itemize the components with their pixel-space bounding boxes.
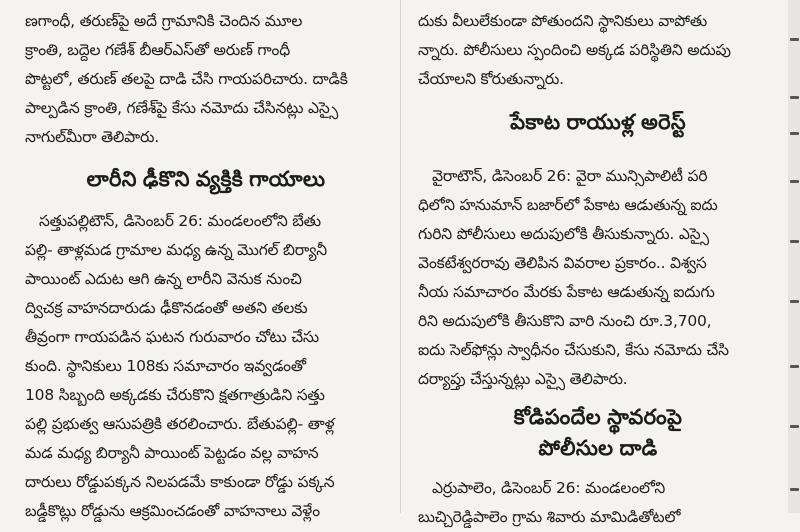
text-line: న్నారు. పోలీసులు స్పందించి అక్కడ పరిస్థితిని అదుపు bbox=[418, 41, 731, 59]
cockfight-raid-story bbox=[418, 474, 778, 532]
edge-glyph bbox=[790, 132, 799, 135]
edge-glyph bbox=[790, 96, 799, 99]
text-line: దర్యాప్తు చేస్తున్నట్లు ఎస్సై తెలిపారు. bbox=[418, 370, 628, 388]
text-line: ఎర్రుపాలెం, డిసెంబర్ 26: మండలంలోని bbox=[432, 479, 666, 497]
text-line: నాగుల్‌మీరా తెలిపారు. bbox=[25, 128, 160, 146]
text-line: వెంకటేశ్వరరావు తెలిపిన వివరాల ప్రకారం.. విశ్వస bbox=[418, 254, 707, 272]
text-line: దారులు రోడ్డుపక్కన నిలపడమే కాకుండా రోడ్డు పక్కన bbox=[25, 473, 335, 491]
text-line: ఐదు సెల్‌ఫోన్లు స్వాధీనం చేసుకుని, కేసు నమోదు చేసి bbox=[418, 341, 729, 359]
edge-glyph bbox=[790, 180, 799, 183]
headline-lorry-accident: లారీని ఢీకొని వ్యక్తికి గాయాలు bbox=[86, 168, 326, 191]
text-line: దుకు వీలులేకుండా పోతుందని స్థానికులు వాపోతు bbox=[418, 12, 708, 30]
text-line: వైరాటౌన్, డిసెంబర్ 26: వైరా మున్సిపాలిటీ పరి bbox=[432, 167, 708, 185]
text-line: 108 సిబ్బంది అక్కడకు చేరుకొని క్షతగాత్రుడిని సత్తు bbox=[25, 386, 325, 404]
text-line: చేయాలని కోరుతున్నారు. bbox=[418, 70, 564, 88]
text-line: పల్లి ప్రభుత్వ ఆసుపత్రికి తరలించారు. బేతుపల్లి- తాళ్ల bbox=[25, 415, 335, 433]
right-column bbox=[418, 0, 778, 532]
text-line: ణగాంధీ, తరుణ్‌పై అదే గ్రామానికి చెందిన మూల bbox=[25, 12, 303, 30]
text-line: తీవ్రంగా గాయపడిన ఘటన గురువారం చోటు చేసు bbox=[25, 328, 319, 346]
edge-glyph bbox=[790, 240, 799, 243]
edge-glyph bbox=[790, 425, 799, 428]
column-divider bbox=[400, 0, 401, 513]
text-line: పాయింట్ ఎదుట ఆగి ఉన్న లారీని వెనుక నుంచి bbox=[25, 270, 302, 288]
text-line: క్రాంతి, బద్దెల గణేశ్ బీఆర్ఎస్‌తో అరుణ్ గాంధీ bbox=[25, 41, 290, 59]
text-line: కుంది. స్థానికులు 108కు సమాచారం ఇవ్వడంతో bbox=[25, 357, 306, 375]
text-line: ద్విచక్ర వాహనదారుడు ఢీకొనడంతో అతని తలకు bbox=[25, 299, 308, 317]
text-line: రిని అదుపులోకి తీసుకొని వారి నుంచి రూ.3,700, bbox=[418, 312, 712, 330]
gamblers-arrest-story bbox=[418, 162, 778, 394]
headline-line: కోడిపందేల స్థావరంపై bbox=[513, 406, 683, 429]
text-line: పొట్టలో, తరుణ్ తలపై దాడి చేసి గాయపరిచారు. దాడికి bbox=[25, 70, 348, 88]
right-intro-paragraph bbox=[418, 7, 778, 94]
headline-gamblers-arrest: పేకాట రాయుళ్ల అరెస్ట్ bbox=[510, 111, 686, 134]
text-line: గురిని పోలీసులు అదుపులోకి తీసుకున్నారు. ఎస్సై bbox=[418, 225, 709, 243]
left-intro-paragraph bbox=[25, 7, 387, 152]
edge-glyph bbox=[790, 488, 799, 491]
edge-glyph bbox=[790, 365, 799, 368]
headline-cockfight-raid bbox=[418, 402, 778, 464]
edge-glyph bbox=[790, 300, 799, 303]
left-column bbox=[25, 0, 387, 526]
lorry-accident-story bbox=[25, 207, 387, 526]
text-line: నీయ సమాచారం మేరకు పేకాట ఆడుతున్న ఐదుగు bbox=[418, 283, 715, 301]
text-line: పల్లి- తాళ్లమడ గ్రామాల మధ్య ఉన్న మొగల్ బిర్యానీ bbox=[25, 241, 327, 259]
text-line: బడ్డీకొట్లు రోడ్డును ఆక్రమించడంతో వాహనాలు వెళ్లేం bbox=[25, 502, 320, 520]
edge-glyph bbox=[790, 38, 799, 41]
text-line: ధిలోని హనుమాన్ బజార్‌లో పేకాట ఆడుతున్న ఐదు bbox=[418, 196, 718, 214]
text-line: సత్తుపల్లిటౌన్, డిసెంబర్ 26: మండలంలోని బేతు bbox=[39, 212, 321, 230]
text-line: పాల్పడిన క్రాంతి, గణేశ్‌పై కేసు నమోదు చేసినట్లు ఎస్సై bbox=[25, 99, 338, 117]
adjacent-page-edge bbox=[788, 0, 800, 513]
text-line: బుచ్చిరెడ్డిపాలెం గ్రామ శివారు మామిడితోటలో bbox=[418, 508, 681, 526]
headline-line: పోలీసుల దాడి bbox=[538, 437, 658, 460]
text-line: మడ మధ్య బిర్యానీ పాయింట్ పెట్టడం వల్ల వాహన bbox=[25, 444, 319, 462]
